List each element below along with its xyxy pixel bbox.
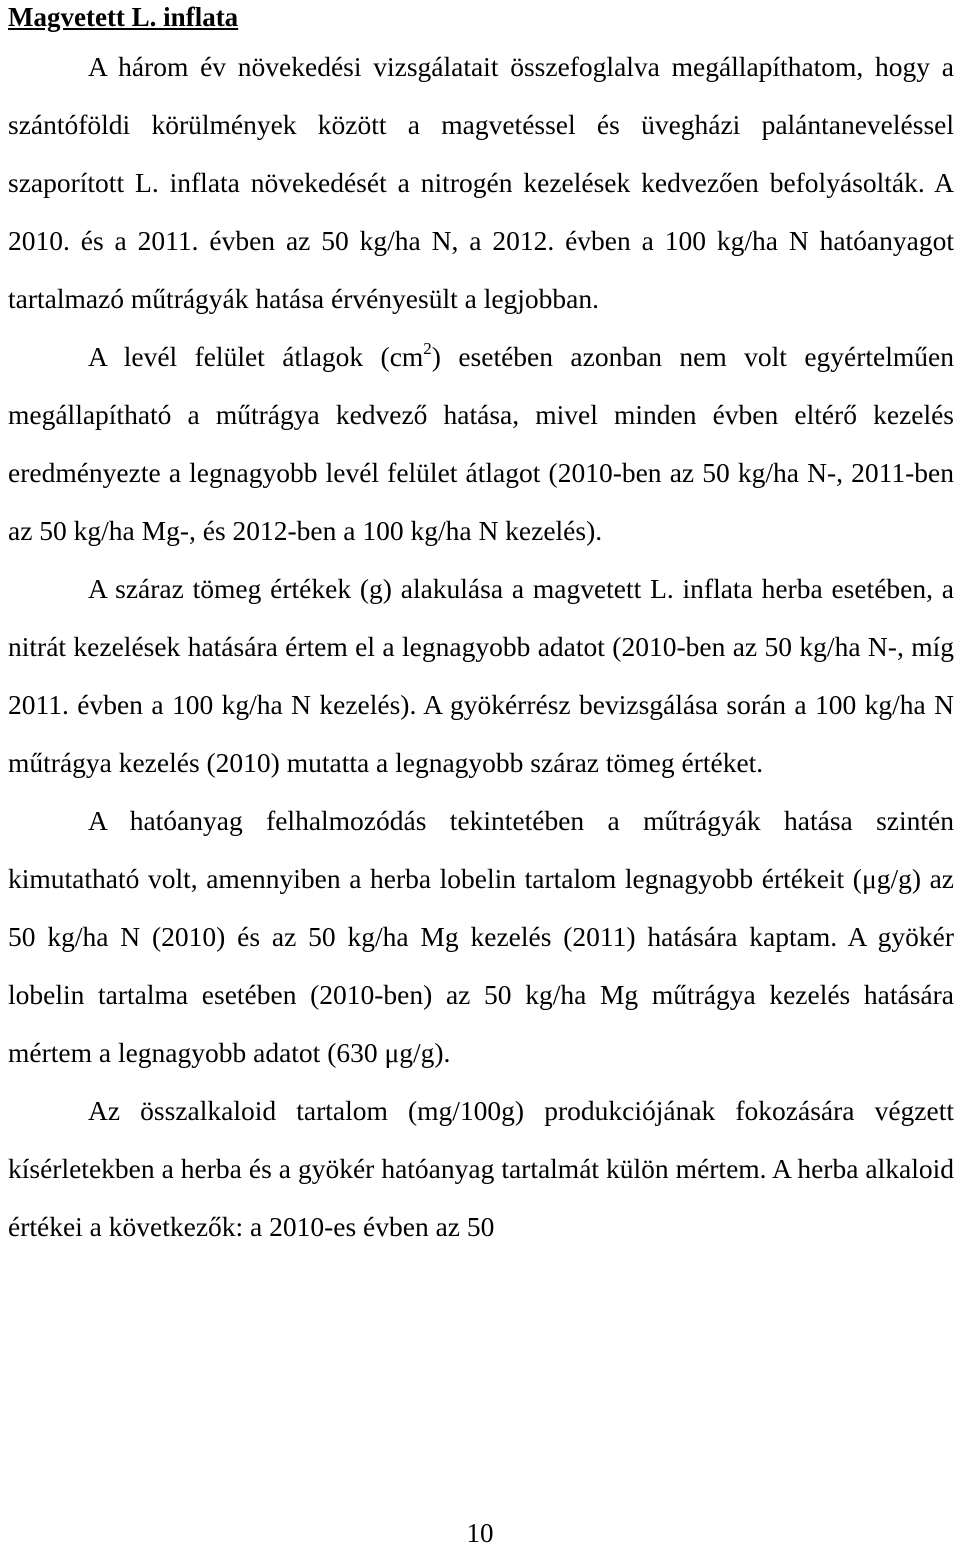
section-heading: Magvetett L. inflata <box>8 2 239 32</box>
paragraph-active-ingredient: A hatóanyag felhalmozódás tekintetében a műtrágyák hatása szintén kimutatható volt, amennyiben a herba lobelin tartalom legnagyobb értékeit (μg/g) az 50 kg/ha N (2010) és az 50 kg/ha Mg kezelés (2011) hatására kaptam. A gyökér lobelin tartalma esetében (2010-ben) az 50 kg/ha Mg műtrágya kezelés hatására mértem a legnagyobb adatot (630 μg/g). <box>8 805 954 1068</box>
document-page <box>8 0 954 1256</box>
leaf-area-text-start: A levél felület átlagok (cm <box>88 341 424 372</box>
leaf-area-text-end: ) esetében azonban nem volt egyértelműen megállapítható a műtrágya kedvező hatása, mivel minden évben eltérő kezelés eredményezte a legnagyobb levél felület átlagot (2010-ben az 50 kg/ha N-, 2011-ben az 50 kg/ha Mg-, és 2012-ben a 100 kg/ha N kezelés). <box>8 341 954 546</box>
paragraph-total-alkaloid: Az összalkaloid tartalom (mg/100g) produkciójának fokozására végzett kísérletekben a herba és a gyökér hatóanyag tartalmát külön mértem. A herba alkaloid értékei a következők: a 2010-es évben az 50 <box>8 1095 954 1242</box>
paragraph-dry-mass: A száraz tömeg értékek (g) alakulása a magvetett L. inflata herba esetében, a nitrát kezelések hatására értem el a legnagyobb adatot (2010-ben az 50 kg/ha N-, míg 2011. évben a 100 kg/ha N kezelés). A gyökérrész bevizsgálása során a 100 kg/ha N műtrágya kezelés (2010) mutatta a legnagyobb száraz tömeg értéket. <box>8 573 954 778</box>
page-number: 10 <box>466 1518 494 1548</box>
paragraph-growth-summary: A három év növekedési vizsgálatait összefoglalva megállapíthatom, hogy a szántóföldi körülmények között a magvetéssel és üvegházi palántaneveléssel szaporított L. inflata növekedését a nitrogén kezelések kedvezően befolyásolták. A 2010. és a 2011. évben az 50 kg/ha N, a 2012. évben a 100 kg/ha N hatóanyagot tartalmazó műtrágyák hatása érvényesült a legjobban. <box>8 51 954 314</box>
superscript-exponent: 2 <box>423 339 432 358</box>
paragraph-leaf-area <box>8 328 954 560</box>
